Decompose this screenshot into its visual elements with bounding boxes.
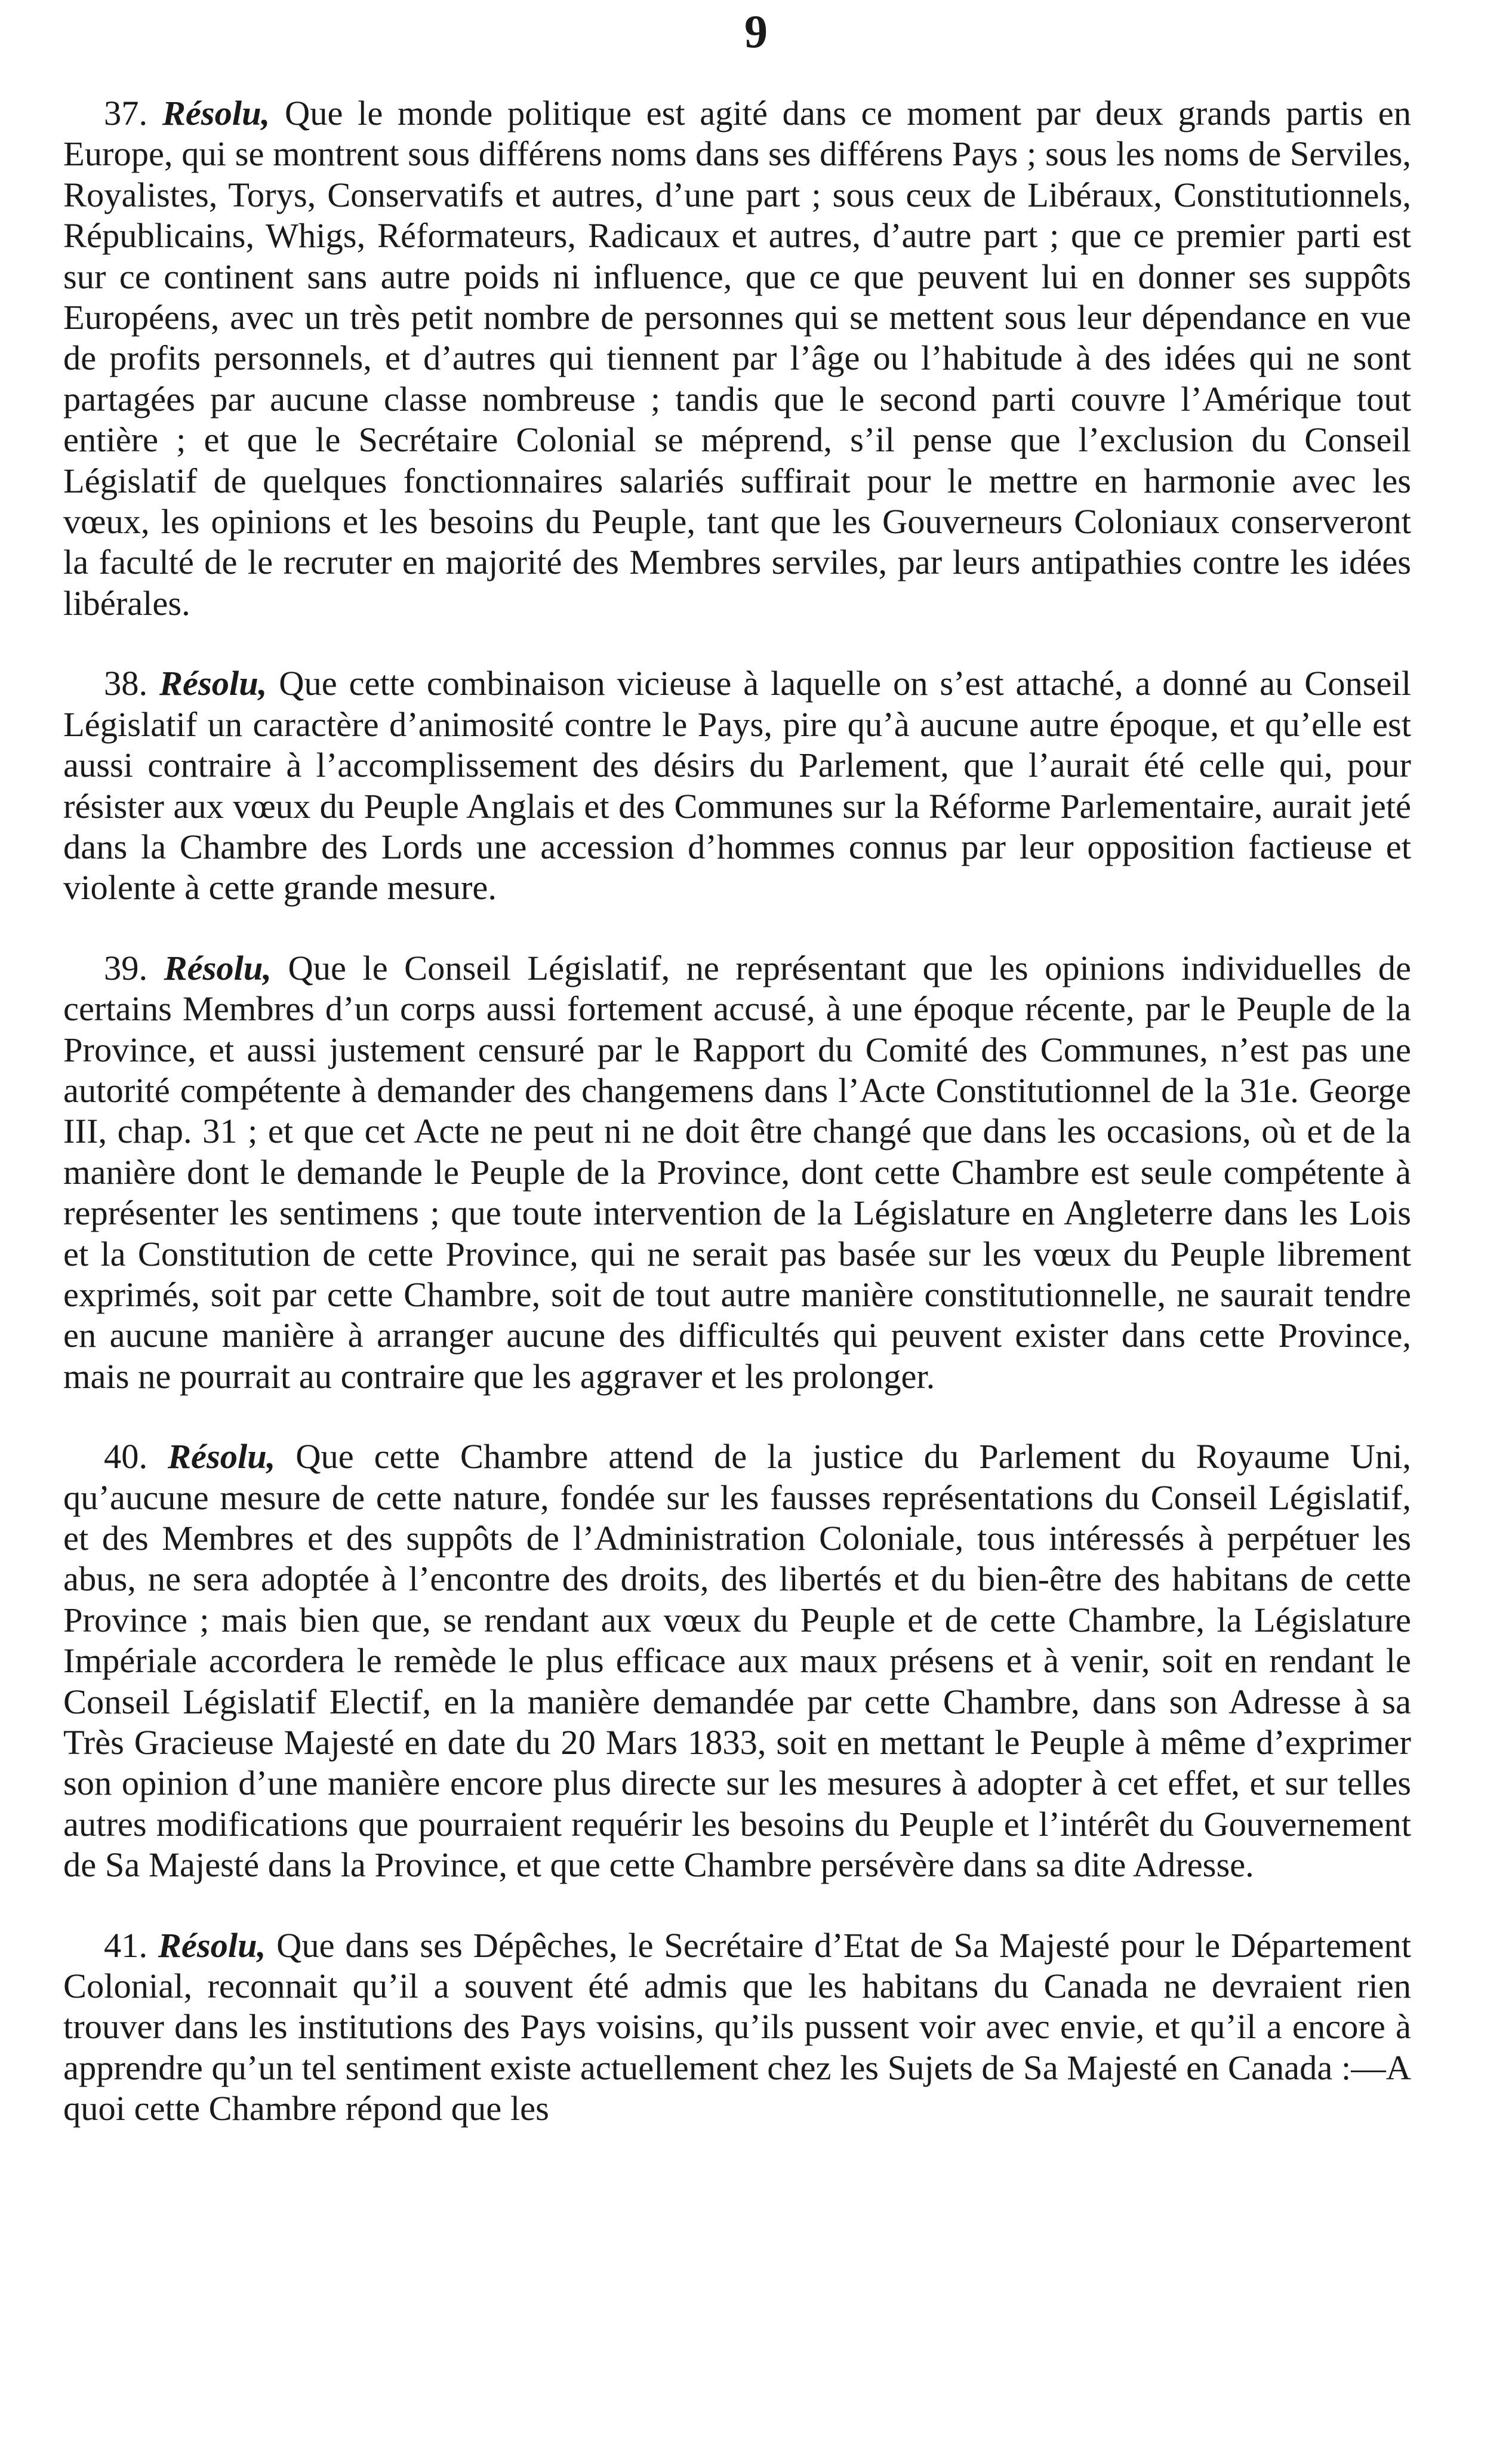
resolution-number: 39.: [104, 948, 148, 987]
resolution-text: Que dans ses Dépêches, le Secrétaire d’Etat de Sa Majesté pour le Département Colonial, reconnait qu’il a souvent été admis que les habitans du Canada ne devraient rien trouver dans les institutions des Pays voisins, qu’ils pussent voir avec envie, et qu’il a encore à apprendre qu’un tel sentiment existe actuellement chez les Sujets de Sa Majesté en Canada :—A quoi cette Chambre répond que les: [63, 1925, 1412, 2128]
resolution-number: 38.: [104, 664, 148, 703]
resolution-41: [63, 1925, 1411, 2130]
resolution-paragraph: [63, 663, 1411, 908]
resolution-number: 37.: [104, 94, 148, 133]
resolution-text: Que cette Chambre attend de la justice du Parlement du Royaume Uni, qu’aucune mesure de cette nature, fondée sur les fausses représentations du Conseil Législatif, et des Membres et des suppôts de l’Administration Coloniale, tous intéressés à perpétuer les abus, ne sera adoptée à l’encontre des droits, des libertés et du bien-être des habitans de cette Province ; mais bien que, se rendant aux vœux du Peuple et de cette Chambre, la Législature Impériale accordera le remède le plus efficace aux maux présens et à venir, soit en rendant le Conseil Législatif Electif, en la manière demandée par cette Chambre, dans son Adresse à sa Très Gracieuse Majesté en date du 20 Mars 1833, soit en mettant le Peuple à même d’exprimer son opinion d’une manière encore plus directe sur les mesures à adopter à cet effet, et sur telles autres modifications que pourraient requérir les besoins du Peuple et l’intérêt du Gouvernement de Sa Majesté dans la Province, et que cette Chambre persévère dans sa dite Adresse.: [63, 1437, 1412, 1885]
resolution-text: Que le Conseil Législatif, ne représentant que les opinions individuelles de certains Membres d’un corps aussi fortement accusé, à une époque récente, par le Peuple de la Province, et aussi justement censuré par le Rapport du Comité des Communes, n’est pas une autorité compétente à demander des changemens dans l’Acte Constitutionnel de la 31e. George III, chap. 31 ; et que cet Acte ne peut ni ne doit être changé que dans les occasions, où et de la manière dont le demande le Peuple de la Province, dont cette Chambre est seule compétente à représenter les sentimens ; que toute intervention de la Législature en Angleterre dans les Lois et la Constitution de cette Province, qui ne serait pas basée sur les vœux du Peuple librement exprimés, soit par cette Chambre, soit de tout autre manière constitutionnelle, ne saurait tendre en aucune manière à arranger aucune des difficultés qui peuvent exister dans cette Province, mais ne pourrait au contraire que les aggraver et les prolonger.: [63, 948, 1412, 1396]
resolution-40: [63, 1436, 1411, 1885]
resolution-paragraph: [63, 93, 1411, 624]
resolution-label: Résolu,: [168, 1437, 276, 1476]
resolution-label: Résolu,: [158, 1925, 266, 1965]
resolution-39: [63, 948, 1411, 1397]
resolution-37: [63, 93, 1411, 624]
resolution-paragraph: [63, 948, 1411, 1397]
resolution-paragraph: [63, 1925, 1411, 2130]
resolution-label: Résolu,: [159, 664, 267, 703]
resolution-number: 41.: [104, 1925, 148, 1965]
resolution-number: 40.: [104, 1437, 148, 1476]
resolution-paragraph: [63, 1436, 1411, 1885]
resolution-text: Que cette combinaison vicieuse à laquelle on s’est attaché, a donné au Conseil Législatif un caractère d’animosité contre le Pays, pire qu’à aucune autre époque, et qu’elle est aussi contraire à l’accomplissement des désirs du Parlement, que l’aurait été celle qui, pour résister aux vœux du Peuple Anglais et des Communes sur la Réforme Parlementaire, aurait jeté dans la Chambre des Lords une accession d’hommes connus par leur opposition factieuse et violente à cette grande mesure.: [63, 664, 1412, 907]
page-number: 9: [744, 5, 768, 57]
resolution-text: Que le monde politique est agité dans ce moment par deux grands partis en Europe, qui se montrent sous différens noms dans ses différens Pays ; sous les noms de Serviles, Royalistes, Torys, Conservatifs et autres, d’une part ; sous ceux de Libéraux, Constitutionnels, Républicains, Whigs, Réformateurs, Radicaux et autres, d’autre part ; que ce premier parti est sur ce continent sans autre poids ni influence, que ce que peuvent lui en donner ses suppôts Européens, avec un très petit nombre de personnes qui se mettent sous leur dépendance en vue de profits personnels, et d’autres qui tiennent par l’âge ou l’habitude à des idées qui ne sont partagées par aucune classe nombreuse ; tandis que le second parti couvre l’Amérique tout entière ; et que le Secrétaire Colonial se méprend, s’il pense que l’exclusion du Conseil Législatif de quelques fonctionnaires salariés suffirait pour le mettre en harmonie avec les vœux, les opinions et les besoins du Peuple, tant que les Gouverneurs Coloniaux conserveront la faculté de le recruter en majorité des Membres serviles, par leurs antipathies contre les idées libérales.: [63, 94, 1412, 623]
page-body: [63, 93, 1411, 2169]
resolution-label: Résolu,: [164, 948, 272, 987]
resolution-label: Résolu,: [162, 94, 270, 133]
resolution-38: [63, 663, 1411, 908]
